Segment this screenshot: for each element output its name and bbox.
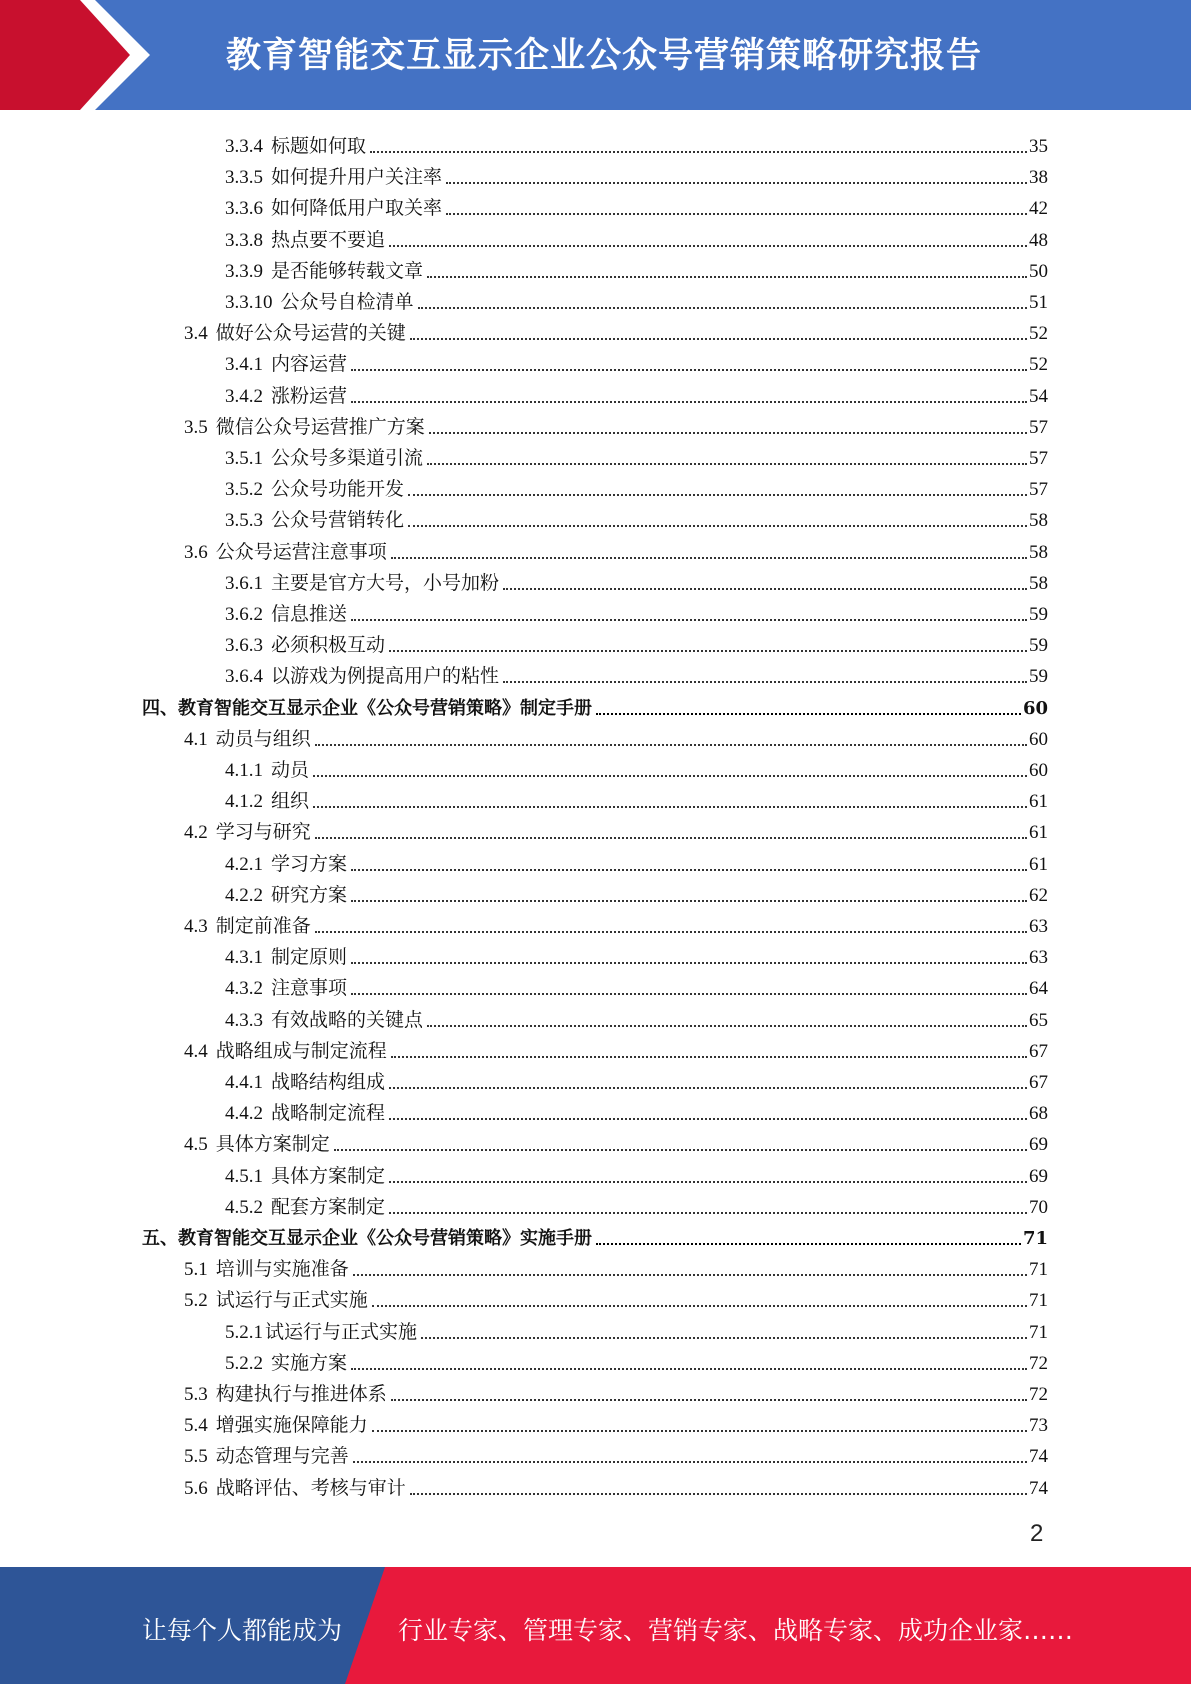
toc-entry[interactable]: [184, 1438, 1048, 1469]
toc-entry-page: 71: [1029, 1321, 1048, 1343]
toc-entry-title: 战略结构组成: [271, 1072, 386, 1093]
toc-entry[interactable]: [225, 1158, 1048, 1189]
toc-entry-number: 3.5.1: [225, 448, 263, 469]
toc-entry-page: 71: [1022, 1228, 1048, 1249]
toc-entry[interactable]: [225, 471, 1048, 502]
toc-entry[interactable]: [225, 284, 1048, 315]
toc-entry-title: 具体方案制定: [215, 1134, 330, 1156]
toc-entry-title: 动员与组织: [215, 728, 311, 750]
toc-entry-number: 3.4: [184, 323, 208, 345]
toc-entry-page: 72: [1029, 1384, 1048, 1405]
toc-entry-page: 57: [1029, 479, 1048, 501]
toc-entry-number: 4.5.1: [225, 1165, 263, 1187]
toc-entry-title: 动员: [271, 760, 310, 781]
toc-leader-dots: [389, 1087, 1027, 1089]
toc-entry[interactable]: [225, 1064, 1048, 1095]
toc-entry-page: 57: [1029, 416, 1048, 438]
toc-entry[interactable]: [225, 658, 1048, 689]
toc-entry[interactable]: [225, 1345, 1048, 1376]
toc-leader-dots: [370, 151, 1027, 153]
toc-entry-title: 主要是官方大号，小号加粉: [271, 572, 500, 594]
header-banner: [0, 0, 1191, 110]
toc-leader-dots: [353, 1461, 1027, 1463]
toc-entry-title: 标题如何取: [271, 136, 367, 157]
toc-entry-page: 48: [1029, 229, 1048, 251]
toc-entry-title: 试运行与正式实施: [265, 1321, 418, 1343]
toc-leader-dots: [391, 557, 1027, 559]
toc-entry-title: 如何降低用户取关率: [271, 198, 443, 220]
toc-entry[interactable]: [184, 721, 1048, 752]
toc-entry-page: 57: [1029, 448, 1048, 469]
toc-leader-dots: [427, 463, 1027, 465]
toc-entry[interactable]: [225, 190, 1048, 221]
toc-entry[interactable]: [225, 253, 1048, 284]
toc-entry-number: 4.1.1: [225, 760, 263, 781]
toc-entry-number: 3.6.1: [225, 572, 263, 594]
toc-leader-dots: [427, 1025, 1027, 1027]
toc-entry[interactable]: [225, 596, 1048, 627]
toc-leader-dots: [389, 1212, 1027, 1214]
toc-entry[interactable]: [184, 1282, 1048, 1313]
toc-entry[interactable]: [225, 939, 1048, 970]
toc-entry[interactable]: [225, 752, 1048, 783]
toc-leader-dots: [446, 213, 1027, 215]
toc-leader-dots: [353, 1274, 1027, 1276]
toc-leader-dots: [351, 401, 1027, 403]
toc-entry[interactable]: [184, 1376, 1048, 1407]
toc-leader-dots: [351, 900, 1027, 902]
toc-leader-dots: [313, 775, 1027, 777]
toc-entry[interactable]: [225, 1189, 1048, 1220]
toc-entry-page: 69: [1029, 1134, 1048, 1156]
toc-leader-dots: [596, 1243, 1021, 1245]
toc-entry-page: 54: [1029, 385, 1048, 407]
toc-entry-title: 动态管理与完善: [215, 1446, 349, 1468]
toc-leader-dots: [410, 338, 1027, 340]
toc-entry[interactable]: [225, 970, 1048, 1001]
toc-entry-page: 52: [1029, 323, 1048, 345]
toc-entry-title: 培训与实施准备: [215, 1259, 349, 1281]
toc-entry-page: 50: [1029, 260, 1048, 282]
toc-entry-number: 3.3.8: [225, 229, 263, 251]
toc-entry-number: 3.3.5: [225, 167, 263, 189]
toc-entry-page: 63: [1029, 916, 1048, 937]
toc-entry-page: 58: [1029, 541, 1048, 563]
toc-entry-number: 3.5.3: [225, 510, 263, 532]
toc-entry[interactable]: [225, 783, 1048, 814]
footer-slogan-right: 行业专家、管理专家、营销专家、战略专家、成功企业家……: [398, 1616, 1074, 1645]
toc-entry-page: 67: [1029, 1072, 1048, 1093]
toc-entry-number: 3.6: [184, 541, 208, 563]
toc-entry[interactable]: [225, 440, 1048, 471]
toc-entry-title: 配套方案制定: [271, 1196, 386, 1218]
toc-leader-dots: [421, 1337, 1027, 1339]
toc-entry-number: 5.4: [184, 1415, 208, 1437]
toc-leader-dots: [418, 307, 1027, 309]
toc-entry-page: 68: [1029, 1103, 1048, 1125]
toc-entry-number: 5.2: [184, 1290, 208, 1312]
toc-entry-title: 是否能够转载文章: [271, 260, 424, 282]
toc-entry-title: 内容运营: [271, 354, 348, 376]
toc-entry[interactable]: [225, 877, 1048, 908]
toc-entry-page: 35: [1029, 136, 1048, 157]
toc-entry-number: 4.4: [184, 1040, 208, 1062]
toc-leader-dots: [503, 588, 1027, 590]
toc-entry[interactable]: [225, 565, 1048, 596]
toc-leader-dots: [446, 182, 1027, 184]
toc-entry[interactable]: [184, 1251, 1048, 1282]
toc-entry[interactable]: [184, 1407, 1048, 1438]
toc-entry-title: 以游戏为例提高用户的粘性: [271, 666, 500, 688]
toc-entry-page: 58: [1029, 510, 1048, 532]
toc-entry-number: 4.2: [184, 822, 208, 844]
toc-entry-number: 3.6.3: [225, 635, 263, 657]
toc-entry-number: 3.4.2: [225, 385, 263, 407]
toc-leader-dots: [408, 494, 1027, 496]
toc-entry-title: 公众号营销转化: [271, 510, 405, 532]
toc-leader-dots: [427, 276, 1027, 278]
toc-leader-dots: [389, 245, 1027, 247]
toc-entry-title: 制定前准备: [215, 916, 311, 937]
toc-entry[interactable]: [184, 814, 1048, 845]
toc-entry-title: 信息推送: [271, 604, 348, 625]
toc-entry-title: 有效战略的关键点: [271, 1009, 424, 1031]
toc-entry-number: 3.3.9: [225, 260, 263, 282]
toc-entry-title: 制定原则: [271, 947, 348, 969]
toc-entry-title: 公众号自检清单: [280, 292, 414, 313]
toc-entry-page: 61: [1029, 853, 1048, 875]
toc-entry-number: 3.3.4: [225, 136, 263, 157]
toc-entry-page: 74: [1029, 1477, 1048, 1499]
toc-leader-dots: [315, 837, 1027, 839]
toc-entry-page: 61: [1029, 791, 1048, 813]
toc-entry[interactable]: [225, 1314, 1048, 1345]
toc-entry[interactable]: [184, 1470, 1048, 1501]
toc-entry-number: 5.6: [184, 1477, 208, 1499]
toc-entry-page: 73: [1029, 1415, 1048, 1437]
toc-entry-title: 构建执行与推进体系: [215, 1384, 387, 1405]
toc-entry-page: 59: [1029, 666, 1048, 688]
toc-entry-number: 3.6.2: [225, 604, 263, 625]
toc-entry-page: 64: [1029, 978, 1048, 1000]
toc-entry-page: 51: [1029, 292, 1048, 313]
toc-leader-dots: [313, 806, 1027, 808]
toc-entry-page: 60: [1029, 760, 1048, 781]
toc-entry[interactable]: [225, 846, 1048, 877]
toc-entry-title: 涨粉运营: [271, 385, 348, 407]
toc-entry-number: 4.1: [184, 728, 208, 750]
toc-entry-page: 69: [1029, 1165, 1048, 1187]
toc-entry[interactable]: [184, 1033, 1048, 1064]
toc-entry-title: 如何提升用户关注率: [271, 167, 443, 189]
toc-entry[interactable]: [225, 627, 1048, 658]
toc-entry[interactable]: [225, 222, 1048, 253]
toc-leader-dots: [408, 525, 1027, 527]
footer-slogan-left: 让每个人都能成为: [142, 1616, 343, 1645]
toc-entry-page: 59: [1029, 604, 1048, 625]
toc-entry-page: 52: [1029, 354, 1048, 376]
toc-entry-number: 5.5: [184, 1446, 208, 1468]
toc-leader-dots: [596, 713, 1021, 715]
toc-leader-dots: [372, 1430, 1027, 1432]
toc-entry-number: 3.5: [184, 416, 208, 438]
toc-leader-dots: [372, 1305, 1027, 1307]
toc-entry-page: 60: [1022, 697, 1048, 719]
toc-entry[interactable]: [225, 1002, 1048, 1033]
toc-entry-title: 热点要不要追: [271, 229, 386, 251]
toc-entry-page: 42: [1029, 198, 1048, 220]
toc-leader-dots: [351, 869, 1027, 871]
toc-entry-page: 60: [1029, 728, 1048, 750]
toc-entry-title: 战略组成与制定流程: [215, 1040, 387, 1062]
toc-leader-dots: [389, 650, 1027, 652]
toc-entry-page: 70: [1029, 1196, 1048, 1218]
toc-entry-title: 战略评估、考核与审计: [215, 1477, 406, 1499]
chevron-arrow-icon: [0, 0, 160, 110]
toc-entry-number: 4.3.2: [225, 978, 263, 1000]
toc-entry-number: 4.5: [184, 1134, 208, 1156]
toc-entry[interactable]: [184, 409, 1048, 440]
toc-entry-page: 58: [1029, 572, 1048, 594]
toc-leader-dots: [429, 432, 1027, 434]
toc-entry-title: 公众号多渠道引流: [271, 448, 424, 469]
page-number: 2: [1030, 1520, 1044, 1547]
toc-leader-dots: [351, 1368, 1027, 1370]
toc-entry-page: 62: [1029, 884, 1048, 906]
toc-entry-number: 3.3.6: [225, 198, 263, 220]
toc-entry-number: 4.3.3: [225, 1009, 263, 1031]
toc-entry-number: 4.3: [184, 916, 208, 937]
toc-entry[interactable]: [225, 378, 1048, 409]
toc-entry-number: 5.3: [184, 1384, 208, 1405]
footer-banner: [0, 1567, 1191, 1684]
toc-entry[interactable]: [142, 690, 1048, 721]
toc-entry-page: 65: [1029, 1009, 1048, 1031]
toc-entry-number: 4.3.1: [225, 947, 263, 969]
toc-entry-page: 67: [1029, 1040, 1048, 1062]
toc-entry-title: 研究方案: [271, 884, 348, 906]
toc-entry-page: 71: [1029, 1259, 1048, 1281]
toc-entry-number: 5.2.1: [225, 1321, 263, 1343]
toc-entry-title: 必须积极互动: [271, 635, 386, 657]
toc-entry[interactable]: [225, 128, 1048, 159]
toc-entry-title: 增强实施保障能力: [215, 1415, 368, 1437]
toc-entry-title: 五、教育智能交互显示企业《公众号营销策略》实施手册: [142, 1228, 592, 1249]
toc-entry-number: 5.1: [184, 1259, 208, 1281]
toc-leader-dots: [389, 1181, 1027, 1183]
toc-entry-page: 72: [1029, 1352, 1048, 1374]
toc-entry-title: 战略制定流程: [271, 1103, 386, 1125]
toc-entry[interactable]: [225, 159, 1048, 190]
toc-leader-dots: [315, 931, 1027, 933]
toc-entry-number: 3.5.2: [225, 479, 263, 501]
toc-entry-title: 具体方案制定: [271, 1165, 386, 1187]
toc-leader-dots: [391, 1056, 1027, 1058]
toc-leader-dots: [351, 993, 1027, 995]
toc-entry[interactable]: [184, 534, 1048, 565]
toc-entry-number: 4.2.1: [225, 853, 263, 875]
toc-entry-number: 4.2.2: [225, 884, 263, 906]
toc-entry-title: 微信公众号运营推广方案: [215, 416, 425, 438]
toc-entry-title: 公众号运营注意事项: [215, 541, 387, 563]
toc-entry-number: 3.6.4: [225, 666, 263, 688]
toc-entry-page: 59: [1029, 635, 1048, 657]
toc-entry[interactable]: [225, 502, 1048, 533]
toc-entry[interactable]: [184, 1126, 1048, 1157]
toc-leader-dots: [315, 744, 1027, 746]
toc-leader-dots: [334, 1149, 1027, 1151]
toc-entry-title: 组织: [271, 791, 310, 813]
toc-leader-dots: [503, 681, 1027, 683]
toc-entry-number: 5.2.2: [225, 1352, 263, 1374]
toc-leader-dots: [351, 619, 1027, 621]
toc-entry-number: 4.5.2: [225, 1196, 263, 1218]
toc-entry[interactable]: [184, 908, 1048, 939]
toc-entry-title: 四、教育智能交互显示企业《公众号营销策略》制定手册: [142, 697, 592, 719]
toc-leader-dots: [351, 962, 1027, 964]
toc-leader-dots: [389, 1118, 1027, 1120]
toc-leader-dots: [410, 1493, 1027, 1495]
toc-entry-title: 做好公众号运营的关键: [215, 323, 406, 345]
toc-entry[interactable]: [225, 346, 1048, 377]
toc-entry-title: 试运行与正式实施: [215, 1290, 368, 1312]
toc-entry-page: 61: [1029, 822, 1048, 844]
toc-entry[interactable]: [142, 1220, 1048, 1251]
toc-entry-title: 学习与研究: [215, 822, 311, 844]
toc-entry-number: 4.4.2: [225, 1103, 263, 1125]
toc-entry-page: 74: [1029, 1446, 1048, 1468]
toc-leader-dots: [391, 1399, 1027, 1401]
toc-entry[interactable]: [184, 315, 1048, 346]
toc-entry-page: 63: [1029, 947, 1048, 969]
toc-entry-page: 71: [1029, 1290, 1048, 1312]
toc-entry-title: 实施方案: [271, 1352, 348, 1374]
toc-leader-dots: [351, 369, 1027, 371]
report-title: 教育智能交互显示企业公众号营销策略研究报告: [226, 36, 983, 76]
toc-entry-number: 4.1.2: [225, 791, 263, 813]
toc-entry-number: 4.4.1: [225, 1072, 263, 1093]
toc-entry-number: 3.4.1: [225, 354, 263, 376]
toc-entry-title: 学习方案: [271, 853, 348, 875]
toc-entry-page: 38: [1029, 167, 1048, 189]
toc-entry-number: 3.3.10: [225, 292, 273, 313]
toc-entry-title: 公众号功能开发: [271, 479, 405, 501]
toc-entry-title: 注意事项: [271, 978, 348, 1000]
toc-entry[interactable]: [225, 1095, 1048, 1126]
